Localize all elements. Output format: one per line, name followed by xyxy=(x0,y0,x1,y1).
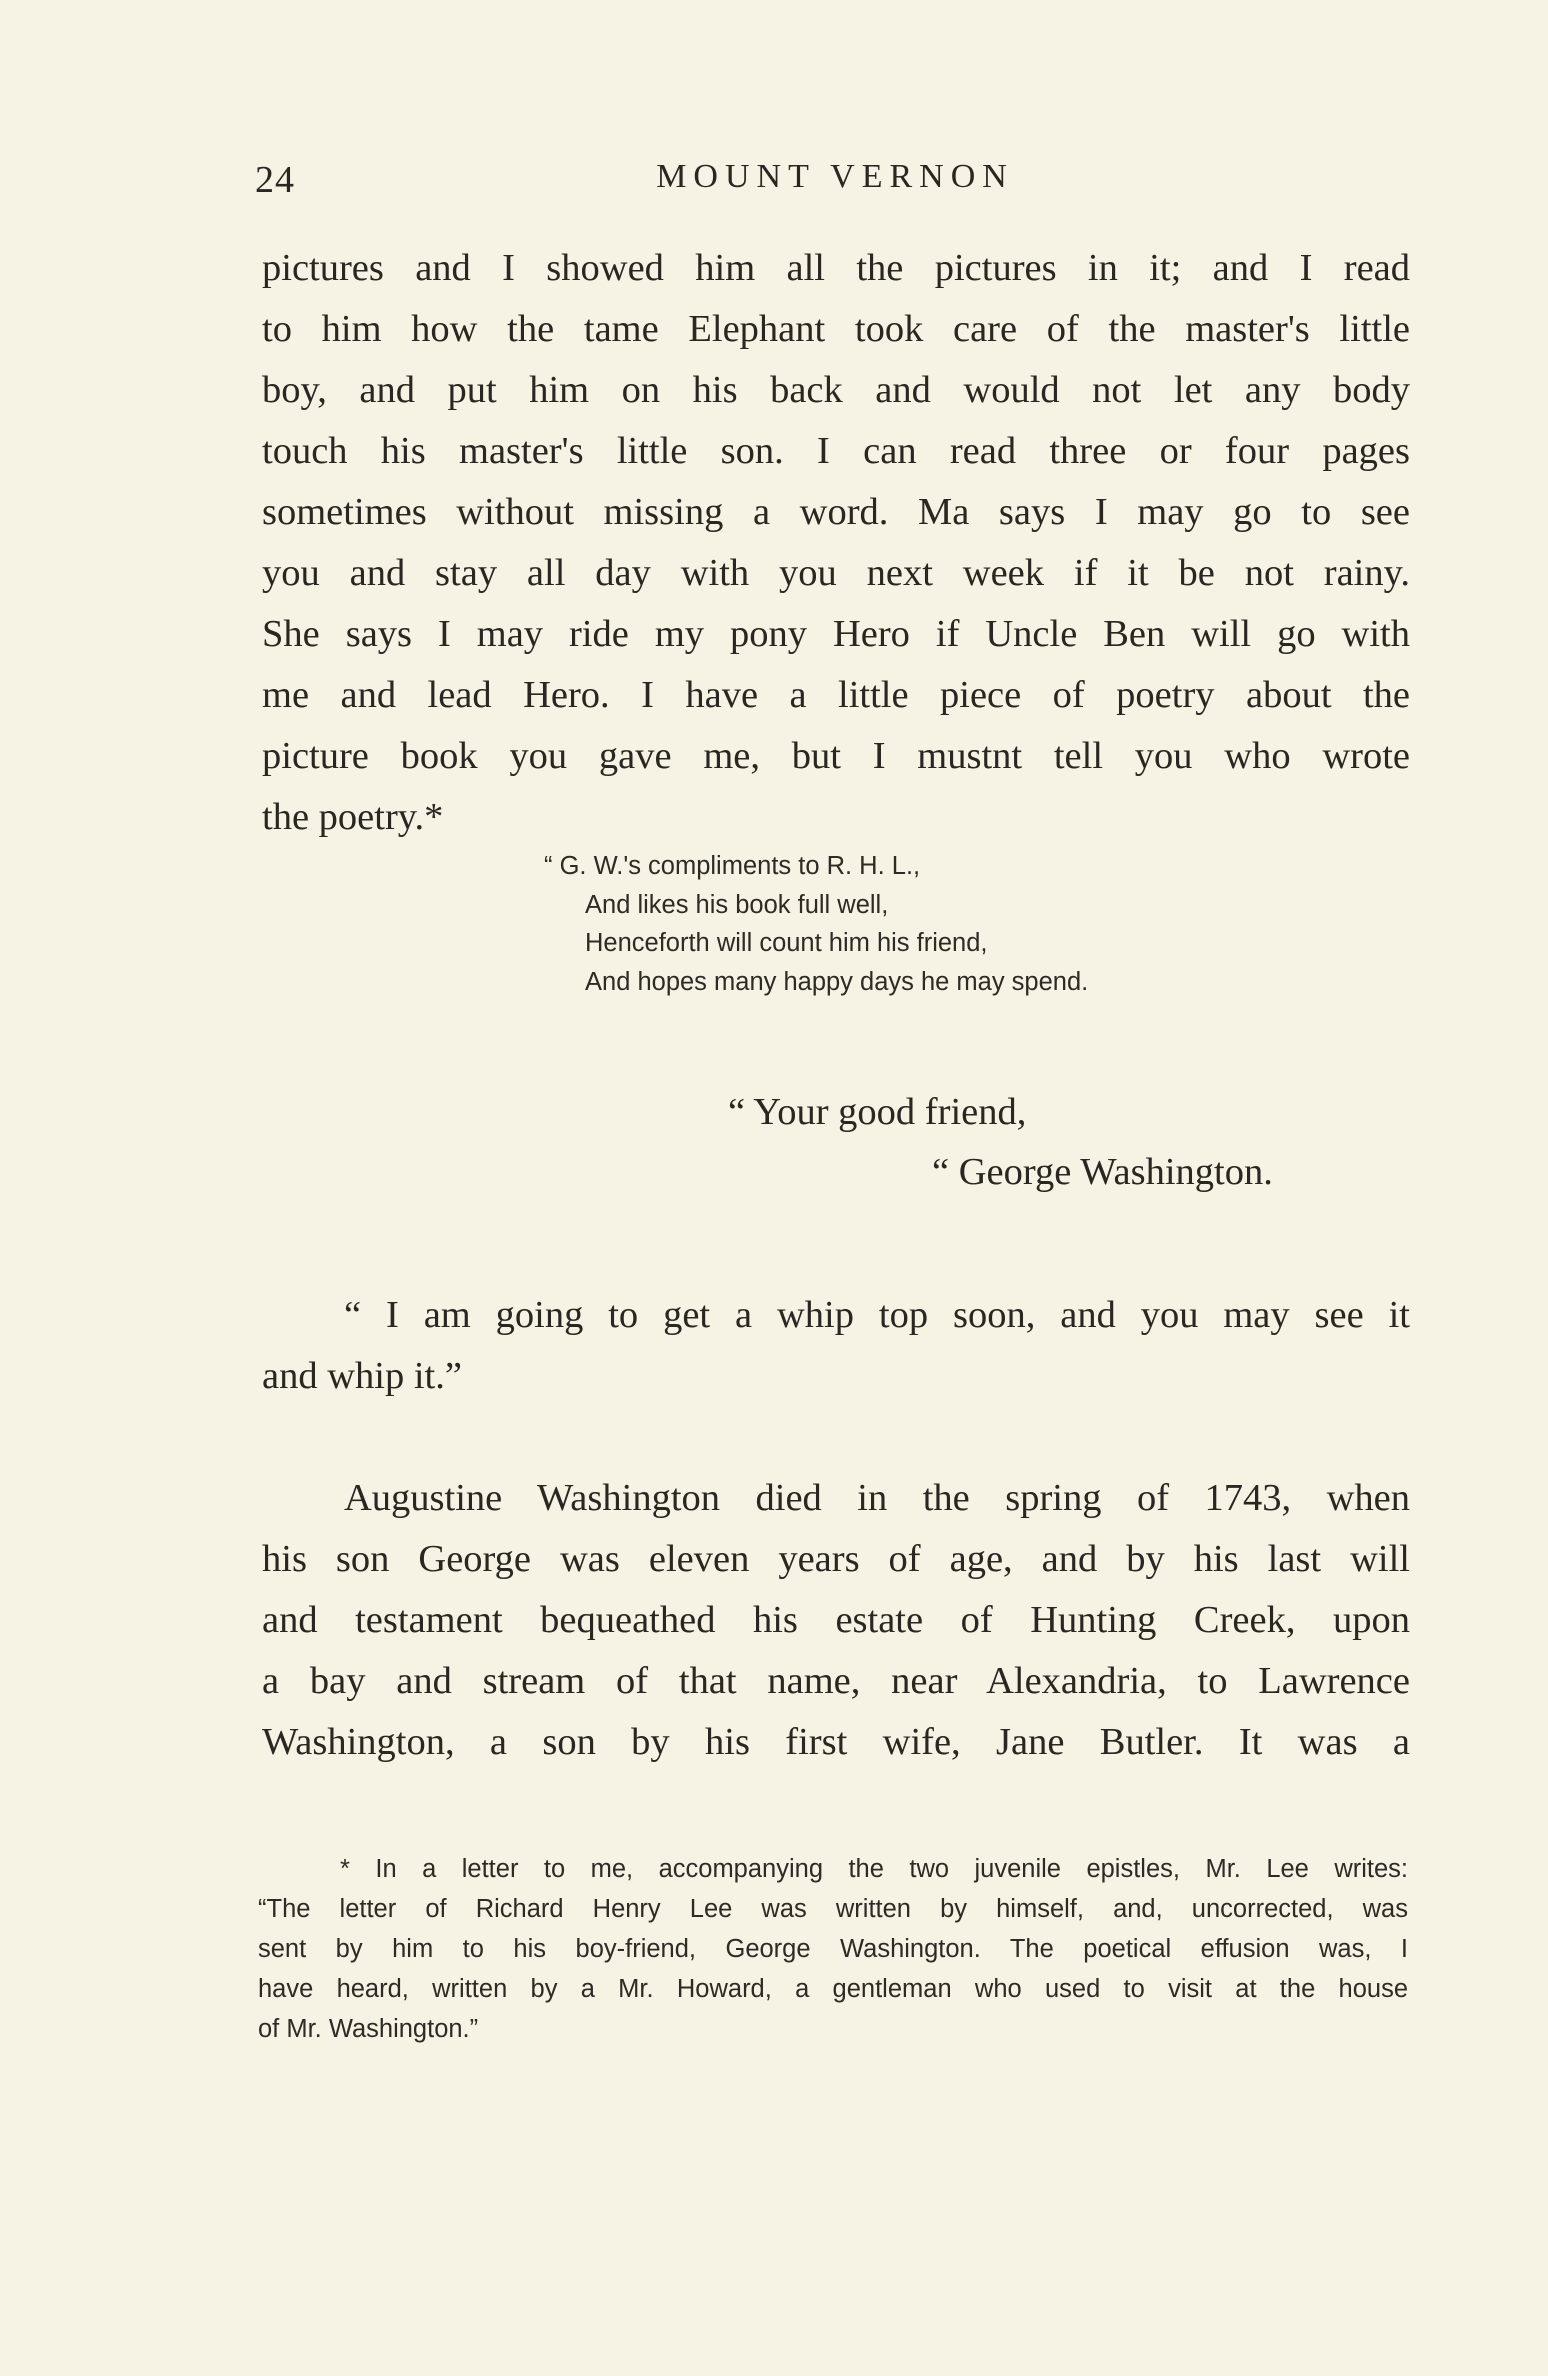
text-line: touch his master's little son. I can read three or four pages xyxy=(262,430,1410,472)
text-line: Washington, a son by his first wife, Jane Butler. It was a xyxy=(262,1721,1410,1763)
footnote-line: of Mr. Washington.” xyxy=(258,2015,479,2043)
footnote xyxy=(258,1849,1408,2049)
poem-line: Henceforth will count him his friend, xyxy=(585,929,988,957)
poem-line: “ G. W.'s compliments to R. H. L., xyxy=(544,852,921,880)
text-line: to him how the tame Elephant took care of the master's little xyxy=(262,308,1410,350)
letter-signature: “ George Washington. xyxy=(932,1151,1273,1193)
letter-closing: “ Your good friend, xyxy=(728,1091,1027,1133)
page-number: 24 xyxy=(255,159,295,201)
poem-line: And likes his book full well, xyxy=(585,890,889,919)
paragraph-postscript xyxy=(262,1285,1410,1407)
text-line: a bay and stream of that name, near Alexandria, to Lawrence xyxy=(262,1660,1410,1702)
running-title: MOUNT VERNON xyxy=(656,158,1014,195)
text-line: you and stay all day with you next week if it be not rainy. xyxy=(262,552,1410,594)
text-line: sometimes without missing a word. Ma says I may go to see xyxy=(262,491,1410,533)
poem-line: And hopes many happy days he may spend. xyxy=(585,967,1089,996)
paragraph-letter-body xyxy=(262,238,1410,848)
footnote-line: “The letter of Richard Henry Lee was written by himself, and, uncorrected, was xyxy=(258,1895,1408,1923)
text-line: Augustine Washington died in the spring of 1743, when xyxy=(344,1477,1410,1519)
text-line: “ I am going to get a whip top soon, and you may see it xyxy=(344,1294,1410,1336)
footnote-line: have heard, written by a Mr. Howard, a gentleman who used to visit at the house xyxy=(258,1975,1408,2003)
text-line: the poetry.* xyxy=(262,796,444,838)
text-line: his son George was eleven years of age, and by his last will xyxy=(262,1538,1410,1580)
poem-stanza xyxy=(544,847,1088,1001)
text-line: boy, and put him on his back and would not let any body xyxy=(262,369,1410,411)
text-line: She says I may ride my pony Hero if Uncle Ben will go with xyxy=(262,613,1410,655)
text-line: me and lead Hero. I have a little piece of poetry about the xyxy=(262,674,1410,716)
text-line: and testament bequeathed his estate of Hunting Creek, upon xyxy=(262,1599,1410,1641)
paragraph-narrative xyxy=(262,1468,1410,1773)
running-head xyxy=(255,158,1415,208)
text-line: and whip it.” xyxy=(262,1355,462,1397)
footnote-line: * In a letter to me, accompanying the two juvenile epistles, Mr. Lee writes: xyxy=(340,1855,1408,1883)
text-line: pictures and I showed him all the pictures in it; and I read xyxy=(262,247,1410,289)
text-line: picture book you gave me, but I mustnt tell you who wrote xyxy=(262,735,1410,777)
footnote-line: sent by him to his boy-friend, George Washington. The poetical effusion was, I xyxy=(258,1935,1408,1963)
